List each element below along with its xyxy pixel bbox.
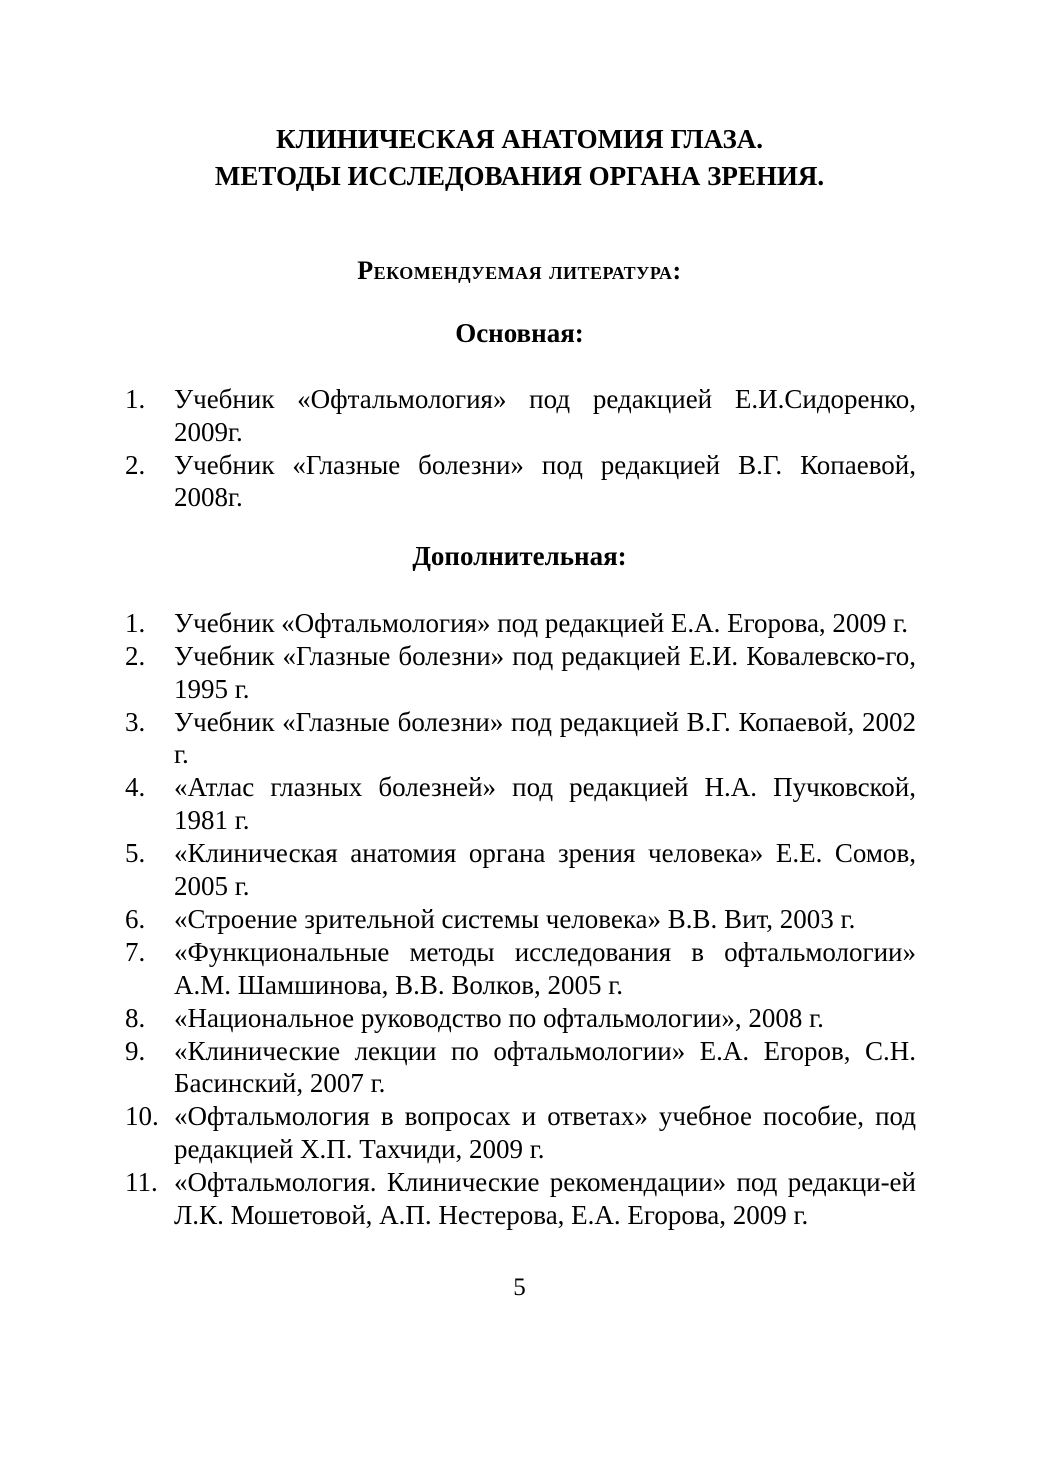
list-item: [125, 1002, 916, 1035]
list-item-number: 11.: [125, 1167, 158, 1198]
list-item-text: Учебник «Офтальмология» под редакцией Е.А. Егорова, 2009 г.: [174, 608, 908, 638]
list-item-number: 10.: [125, 1101, 159, 1132]
list-item-text: «Клиническая анатомия органа зрения человека» Е.Е. Сомов, 2005 г.: [174, 838, 916, 901]
list-item: [125, 903, 916, 936]
list-item-text: «Офтальмология в вопросах и ответах» учебное пособие, под редакцией Х.П. Тахчиди, 2009 г.: [174, 1101, 916, 1164]
list-item: [125, 607, 916, 640]
list-item: [125, 640, 916, 705]
list-item-text: Учебник «Глазные болезни» под редакцией Е.И. Ковалевско-го, 1995 г.: [174, 641, 916, 704]
list-item: [125, 936, 916, 1001]
list-item-number: 2.: [125, 449, 146, 480]
list-item-number: 7.: [125, 936, 146, 967]
list-item: [125, 1035, 916, 1100]
list-item-text: «Национальное руководство по офтальмологии», 2008 г.: [174, 1002, 824, 1033]
page-title: [0, 121, 1039, 195]
title-line-1: КЛИНИЧЕСКАЯ АНАТОМИЯ ГЛАЗА.: [276, 124, 763, 154]
list-item: [125, 449, 916, 514]
list-item-number: 5.: [125, 838, 146, 869]
list-item-text: «Офтальмология. Клинические рекомендации» под редакци-ей Л.К. Мошетовой, А.П. Нестерова, Е.А. Егорова, 2009 г.: [174, 1167, 916, 1230]
page-number: 5: [513, 1274, 526, 1301]
list-item-number: 1.: [125, 608, 146, 638]
main-literature-heading: Основная:: [455, 318, 584, 348]
list-item-text: «Атлас глазных болезней» под редакцией Н.А. Пучковской, 1981 г.: [174, 772, 916, 836]
list-item: [125, 771, 916, 836]
list-item: [125, 1100, 916, 1165]
list-item: [125, 706, 916, 771]
list-item: [125, 383, 916, 448]
literature-heading: Рекомендуемая литература:: [357, 256, 682, 285]
additional-literature-list: [125, 607, 916, 1232]
list-item-number: 6.: [125, 903, 146, 934]
main-literature-list: [125, 383, 916, 514]
list-item-number: 3.: [125, 706, 146, 737]
list-item-number: 1.: [125, 384, 146, 414]
title-line-2: МЕТОДЫ ИССЛЕДОВАНИЯ ОРГАНА ЗРЕНИЯ.: [214, 161, 825, 191]
list-item-number: 9.: [125, 1035, 146, 1066]
list-item-text: «Строение зрительной системы человека» В.В. Вит, 2003 г.: [174, 903, 856, 934]
list-item-text: «Функциональные методы исследования в офтальмологии» А.М. Шамшинова, В.В. Волков, 2005 г.: [174, 936, 916, 1000]
list-item: [125, 837, 916, 902]
list-item: [125, 1166, 916, 1231]
list-item-number: 8.: [125, 1002, 146, 1033]
list-item-text: Учебник «Офтальмология» под редакцией Е.И.Сидоренко, 2009г.: [174, 384, 916, 447]
additional-literature-heading: Дополнительная:: [412, 541, 627, 571]
list-item-number: 4.: [125, 772, 146, 803]
list-item-number: 2.: [125, 641, 146, 672]
list-item-text: «Клинические лекции по офтальмологии» Е.А. Егоров, С.Н. Басинский, 2007 г.: [174, 1035, 916, 1099]
list-item-text: Учебник «Глазные болезни» под редакцией В.Г. Копаевой, 2002 г.: [174, 706, 916, 770]
list-item-text: Учебник «Глазные болезни» под редакцией В.Г. Копаевой, 2008г.: [174, 449, 916, 513]
